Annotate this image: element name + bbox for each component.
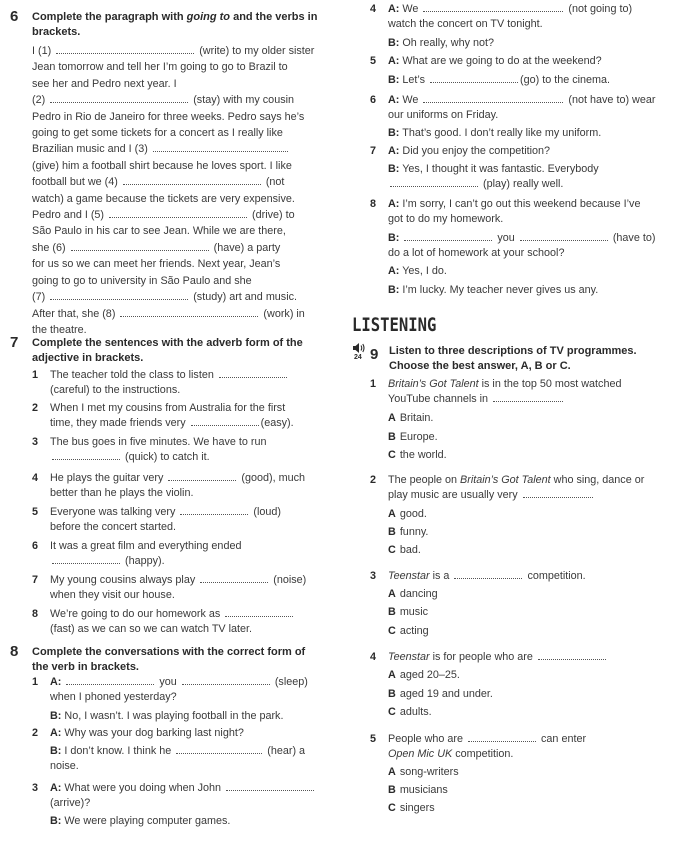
answer-blank[interactable] [191, 416, 259, 426]
answer-blank[interactable] [538, 650, 606, 660]
exercise-instructions: Complete the sentences with the adverb form of the adjective in brackets. [32, 337, 303, 364]
answer-blank[interactable] [66, 675, 154, 685]
audio-icon[interactable] [352, 342, 366, 362]
answer-blank[interactable] [219, 368, 287, 378]
exercise-instructions: Complete the paragraph with going to and the verbs in brackets. [32, 11, 318, 38]
answer-blank[interactable] [180, 505, 248, 515]
option-a[interactable]: A Britain. [388, 412, 434, 424]
exercise-number: 7 [10, 334, 19, 351]
answer-blank[interactable] [120, 307, 258, 317]
option-a[interactable]: A song-writers [388, 766, 459, 778]
answer-blank[interactable] [168, 471, 236, 481]
answer-blank[interactable] [430, 73, 518, 83]
answer-blank[interactable] [225, 607, 293, 617]
answer-blank[interactable] [423, 93, 563, 103]
option-b[interactable]: B music [388, 606, 429, 618]
option-c[interactable]: C adults. [388, 706, 432, 718]
exercise-paragraph: I (1) (write) to my older sister Jean tomorrow and tell her I’m going to go to Brazil to see her and Pedro next year. I (2) (stay) with my cousin Pedro in Rio de Janeiro for three weeks. Pedro says he’s going to get some tickets for a concert as I really like Brazilian music and I (3) (give) him a football shirt because he loves sport. I like football but we (4) (not watch) a game because the tickets are very expensive. Pedro and I (5) (drive) to São Paulo in his car to see Jean. While we are there, she (6) (have) a party for us so we can meet her friends. Next year, Jean’s going to go to university in São Paulo and she (7) (study) art and music. After that, she (8) (work) in the theatre. [32, 45, 315, 336]
answer-blank[interactable] [109, 208, 247, 218]
answer-blank[interactable] [50, 290, 188, 300]
answer-blank[interactable] [56, 44, 194, 54]
answer-blank[interactable] [468, 732, 536, 742]
exercise-number: 6 [10, 8, 19, 25]
exercise-instructions: Listen to three descriptions of TV programmes. Choose the best answer, A, B or C. [389, 345, 637, 373]
answer-blank[interactable] [520, 231, 608, 241]
option-b[interactable]: B aged 19 and under. [388, 688, 493, 700]
section-heading: LISTENING [352, 314, 437, 336]
option-c[interactable]: C bad. [388, 544, 421, 556]
answer-blank[interactable] [153, 142, 288, 152]
answer-blank[interactable] [50, 93, 188, 103]
option-a[interactable]: A good. [388, 508, 427, 520]
answer-blank[interactable] [226, 781, 314, 791]
exercise-instructions: Complete the conversations with the correct form of the verb in brackets. [32, 646, 306, 673]
track-number: 24 [354, 354, 362, 361]
answer-blank[interactable] [390, 177, 478, 187]
option-c[interactable]: C acting [388, 625, 429, 637]
answer-blank[interactable] [523, 488, 593, 498]
answer-blank[interactable] [423, 2, 563, 12]
answer-blank[interactable] [493, 392, 563, 402]
option-b[interactable]: B Europe. [388, 431, 438, 443]
answer-blank[interactable] [404, 231, 492, 241]
answer-blank[interactable] [182, 675, 270, 685]
option-b[interactable]: B musicians [388, 784, 448, 796]
option-a[interactable]: A dancing [388, 588, 438, 600]
exercise-number: 9 [370, 346, 379, 363]
answer-blank[interactable] [52, 554, 120, 564]
option-a[interactable]: A aged 20–25. [388, 669, 460, 681]
answer-blank[interactable] [52, 450, 120, 460]
option-c[interactable]: C the world. [388, 449, 447, 461]
exercise-number: 8 [10, 643, 19, 660]
answer-blank[interactable] [176, 744, 262, 754]
option-b[interactable]: B funny. [388, 526, 429, 538]
answer-blank[interactable] [123, 175, 261, 185]
answer-blank[interactable] [200, 573, 268, 583]
answer-blank[interactable] [71, 241, 209, 251]
option-c[interactable]: C singers [388, 802, 435, 814]
answer-blank[interactable] [454, 569, 522, 579]
